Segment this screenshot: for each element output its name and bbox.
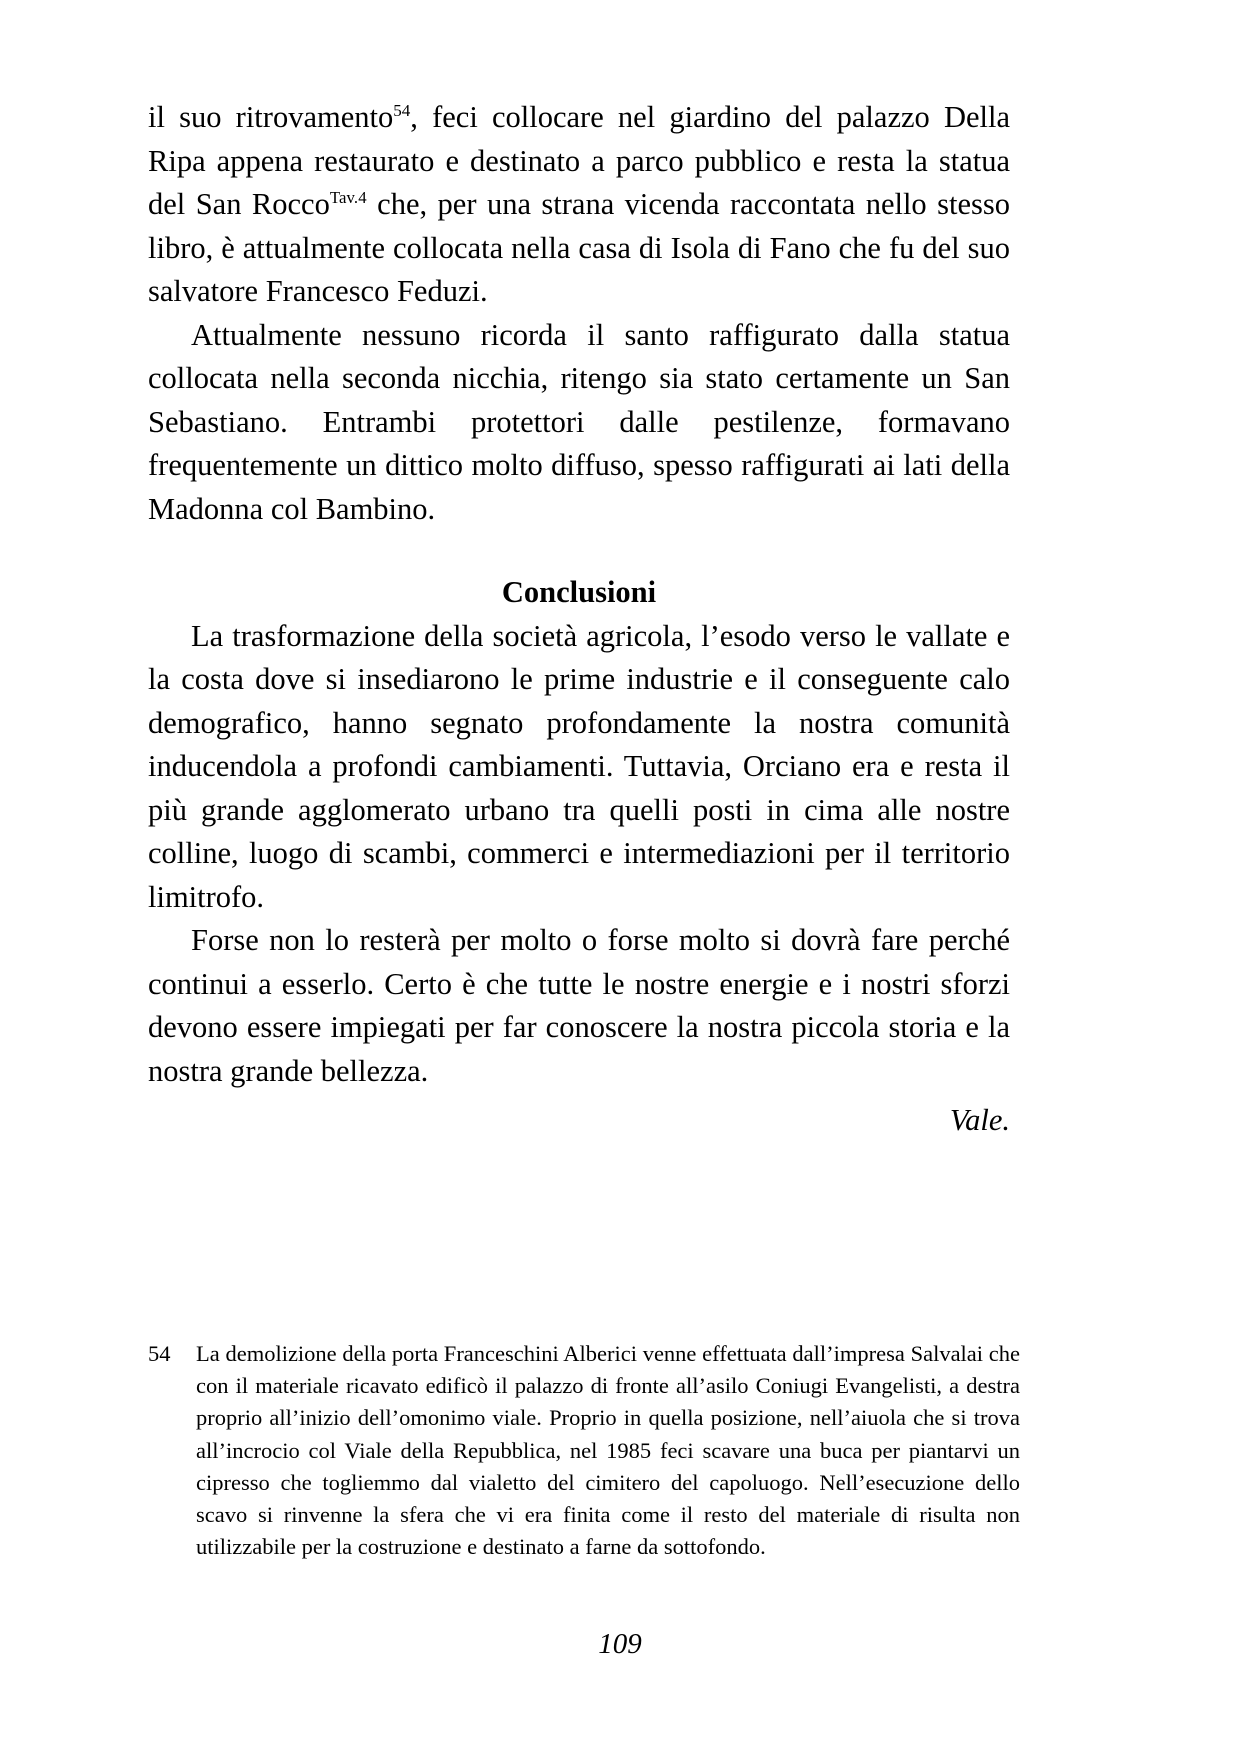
page-body — [148, 96, 1010, 1143]
footnote-section — [148, 1338, 1020, 1563]
paragraph-text-part: , feci collocare nel giardino del palazzo Della Ripa appena restaurato e destinato a parco pubblico e resta la statua del San Rocco — [148, 100, 1010, 221]
paragraph-attualmente: Attualmente nessuno ricorda il santo raffigurato dalla statua collocata nella seconda nicchia, ritengo sia stato certamente un San Sebastiano. Entrambi protettori dalle pestilenze, formavano frequentemente un dittico molto diffuso, spesso raffigurati ai lati della Madonna col Bambino. — [148, 317, 1010, 526]
paragraph-trasformazione: La trasformazione della società agricola, l’esodo verso le vallate e la costa dove si insediarono le prime industrie e il conseguente calo demografico, hanno segnato profondamente la nostra comunità inducendola a profondi cambiamenti. Tuttavia, Orciano era e resta il più grande agglomerato urbano tra quelli posti in cima alle nostre colline, luogo di scambi, commerci e intermediazioni per il territorio limitrofo. — [148, 618, 1010, 914]
paragraph-text-part: il suo ritrovamento — [148, 100, 394, 134]
paragraph-forse: Forse non lo resterà per molto o forse molto si dovrà fare perché continui a esserlo. Certo è che tutte le nostre energie e i nostri sforzi devono essere impiegati per far conoscere la nostra piccola storia e la nostra grande bellezza. — [148, 923, 1010, 1088]
paragraph-ritrovamento — [148, 96, 1010, 314]
page-number: 109 — [598, 1628, 642, 1660]
footnote-text: La demolizione della porta Franceschini Alberici venne effettuata dall’impresa Salvalai che con il materiale ricavato edificò il palazzo di fronte all’asilo Coniugi Evangelisti, a destra proprio all’inizio dell’omonimo viale. Proprio in quella posizione, nell’aiuola che si trova all’incrocio col Viale della Repubblica, nel 1985 feci scavare una buca per piantarvi un cipresso che togliemmo dal vialetto del cimitero del capoluogo. Nell’esecuzione dello scavo si rinvenne la sfera che vi era finita come il resto del materiale di risulta non utilizzabile per la costruzione e destinato a farne da sottofondo. — [196, 1341, 1020, 1560]
footnote-reference-54[interactable]: 54 — [393, 100, 411, 120]
plate-reference-tav4[interactable]: Tav.4 — [329, 187, 367, 207]
signoff-vale: Vale. — [949, 1103, 1010, 1137]
section-heading-conclusioni: Conclusioni — [501, 575, 657, 609]
footnote-item — [148, 1338, 1020, 1563]
paragraph-text-part: che, per una strana vicenda raccontata nello stesso libro, è attualmente collocata nella casa di Isola di Fano che fu del suo salvatore Francesco Feduzi. — [148, 187, 1010, 308]
footnote-number: 54 — [148, 1341, 171, 1366]
